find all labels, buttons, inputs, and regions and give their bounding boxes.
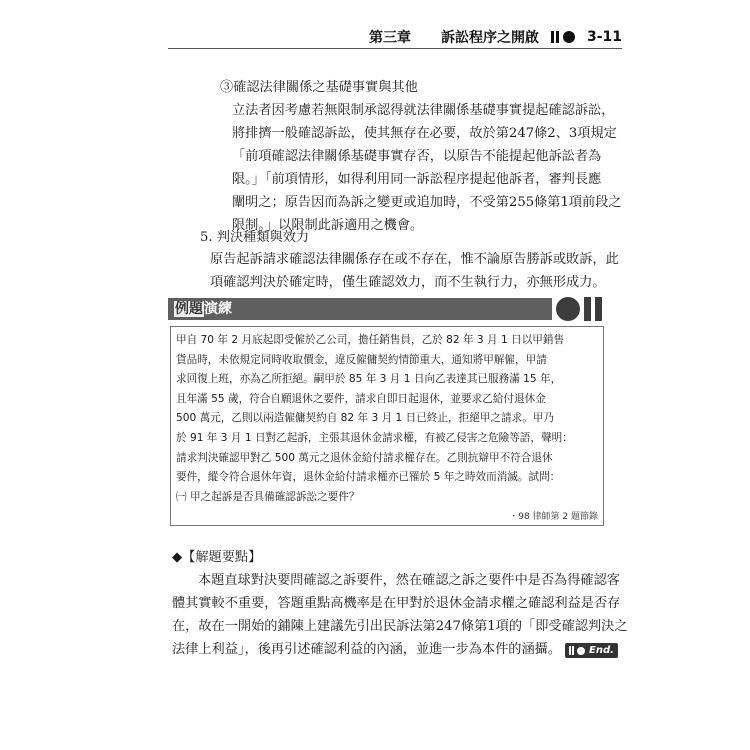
end-bar-icon [572,646,574,655]
solution-title: ◆【解題要點】 [172,550,262,565]
question-line: 貨品時，未依規定同時收取價金，違反僱傭契約情節重大，通知將甲解僱，甲請 [176,353,547,366]
paragraph-line: 限制。」以限制此訴適用之機會。 [232,218,424,233]
question-line: 於 91 年 3 月 1 日對乙起訴，主張其退休金請求權，有被乙侵害之危險等語，聲明： [176,431,573,444]
paragraph-line: 將排擠一般確認訴訟，使其無存在必要，故於第247條2、3項規定 [232,126,617,141]
paragraph-line: 原告起訴請求確認法律關係存在或不存在，惟不論原告勝訴或敗訴，此 [210,252,619,267]
section-paragraph-judgment-types [210,248,619,294]
question-line: 且年滿 55 歲，符合自願退休之要件，請求自即日起退休，並要求乙給付退休金 [176,392,546,405]
page-number: 3-11 [586,29,622,45]
paragraph-line: 項確認判決於確定時，僅生確認效力，而不生執行力，亦無形成力。 [210,275,606,290]
end-bar-icon [569,646,571,655]
question-line: 500 萬元，乙則以兩造僱傭契約自 82 年 3 月 1 日已終止，拒絕甲之請求。甲乃 [176,412,554,425]
paragraph-line: 闡明之；原告因而為訴之變更或追加時，不受第255條第1項前段之 [232,195,622,210]
end-dot-icon [577,647,585,655]
question-text [176,331,573,507]
page-header [369,26,622,48]
question-line: 甲自 70 年 2 月底起即受僱於乙公司，擔任銷售員，乙於 82 年 3 月 1 日以甲銷售 [176,334,565,346]
solution-paragraph [172,569,628,661]
question-line: 求回復上班，亦為乙所拒絕。嗣甲於 85 年 3 月 1 日向乙表達其已服務滿 15 年， [176,373,562,386]
question-line: ㈠ 甲之起訴是否具備確認訴訟之要件？ [176,490,360,503]
section-title-basic-facts: ③確認法律關係之基礎事實與其他 [220,80,418,95]
section-paragraph-basic-facts [232,99,622,237]
paragraph-line: 限。」「前項情形，如得利用同一訴訟程序提起他訴者，審判長應 [232,172,602,187]
chapter-label: 第三章 [368,30,411,46]
end-mark [565,643,618,658]
paragraph-line: 法律上利益」，後再引述確認利益的內涵，並進一步為本件的涵攝。 [172,642,562,657]
paragraph-line: 體其實較不重要，答題重點高機率是在甲對於退休金請求權之確認利益是否存 [172,596,621,611]
paragraph-line: 本題直球對決要問確認之訴要件，然在確認之訴之要件中是否為得確認客 [198,573,620,588]
paragraph-line: 「前項確認法律關係基礎事實存否，以原告不能提起他訴訟者為 [232,149,602,164]
question-source: ・98 律師第 2 題節錄 [509,512,598,522]
practice-label-rest: 演練 [204,301,232,317]
chapter-title: 訴訟程序之開啟 [440,30,539,46]
chapter-mark-icon [551,31,575,43]
paragraph-line: 立法者因考慮若無限制承認得就法律關係基礎事實提起確認訴訟， [232,103,615,118]
practice-banner-label [174,298,232,320]
practice-label-highlight: 例題 [175,301,203,317]
question-line: 要件，縱令符合退休年資，退休金給付請求權亦已罹於 5 年之時效而消滅。試問： [176,471,561,484]
practice-mark-icon [556,296,602,322]
question-line: 請求判決確認甲對乙 500 萬元之退休金給付請求權存在。乙則抗辯甲不符合退休 [176,451,553,464]
end-label: End. [589,645,614,656]
paragraph-line: 在，故在一開始的鋪陳上建議先引出民訴法第247條第1項的「即受確認判決之 [172,619,628,634]
header-divider [168,48,622,49]
section-title-judgment-types: 5. 判決種類與效力 [200,230,310,245]
paragraph-line-last [172,638,628,661]
